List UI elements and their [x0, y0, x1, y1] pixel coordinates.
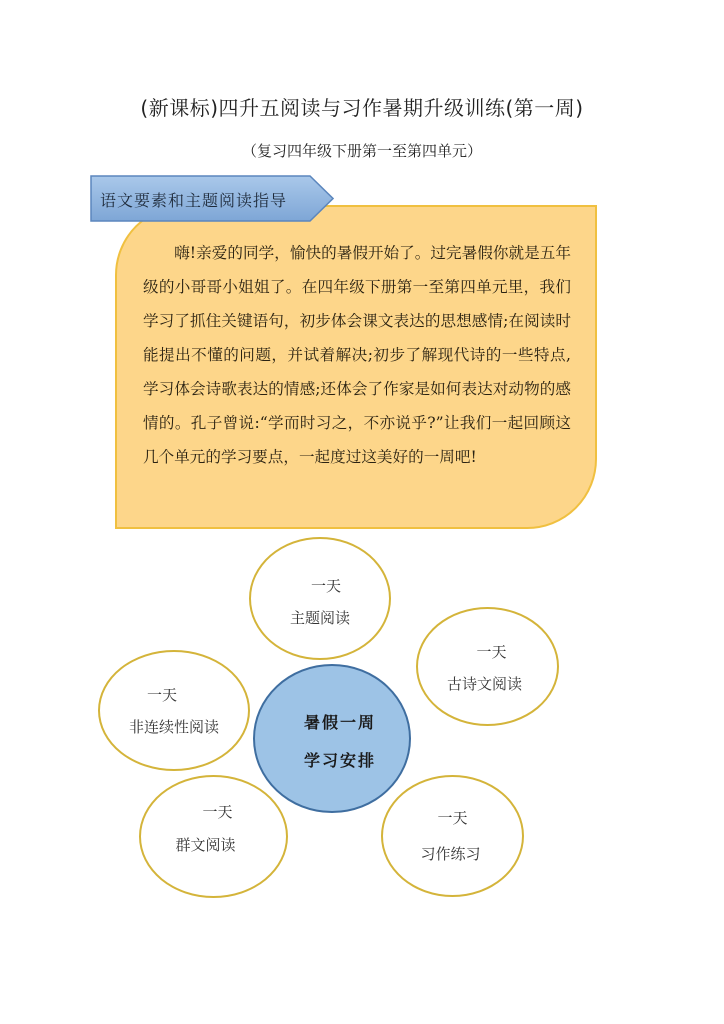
center-line-1: 暑假一周 [303, 713, 376, 732]
node-label: 习作练习 [420, 845, 481, 863]
node-label: 主题阅读 [289, 609, 350, 627]
page-subtitle: （复习四年级下册第一至第四单元） [241, 142, 482, 160]
node-label: 群文阅读 [175, 836, 236, 854]
node-writing-practice [381, 775, 524, 897]
guidance-paragraph: 嗨!亲爱的同学，愉快的暑假开始了。过完暑假你就是五年级的小哥哥小姐姐了。在四年级下册第一至第四单元里，我们学习了抓住关键语句，初步体会课文表达的思想感情;在阅读时能提出不懂的问题，并试着解决;初步了解现代诗的一些特点,学习体会诗歌表达的情感;还体会了作家是如何表达对动物的感情的。孔子曾说:“学而时习之，不亦说乎?”让我们一起回顾这几个单元的学习要点，一起度过这美好的一周吧! [143, 244, 571, 466]
banner-label: 语文要素和主题阅读指导 [100, 191, 288, 210]
node-group-reading [139, 775, 288, 898]
node-label: 古诗文阅读 [446, 675, 522, 693]
page-title: (新课标)四升五阅读与习作暑期升级训练(第一周) [140, 96, 584, 120]
node-day: 一天 [437, 809, 468, 827]
center-node [253, 664, 411, 813]
node-day: 一天 [476, 643, 507, 661]
node-theme-reading [249, 537, 391, 660]
node-day: 一天 [310, 577, 341, 595]
section-banner [90, 175, 334, 222]
node-day: 一天 [146, 686, 177, 704]
node-noncontinuous-reading [98, 650, 250, 771]
node-day: 一天 [202, 803, 233, 821]
node-classical-poetry [416, 607, 559, 726]
center-line-2: 学习安排 [303, 751, 376, 770]
node-label: 非连续性阅读 [128, 718, 219, 736]
guidance-text [143, 236, 571, 474]
